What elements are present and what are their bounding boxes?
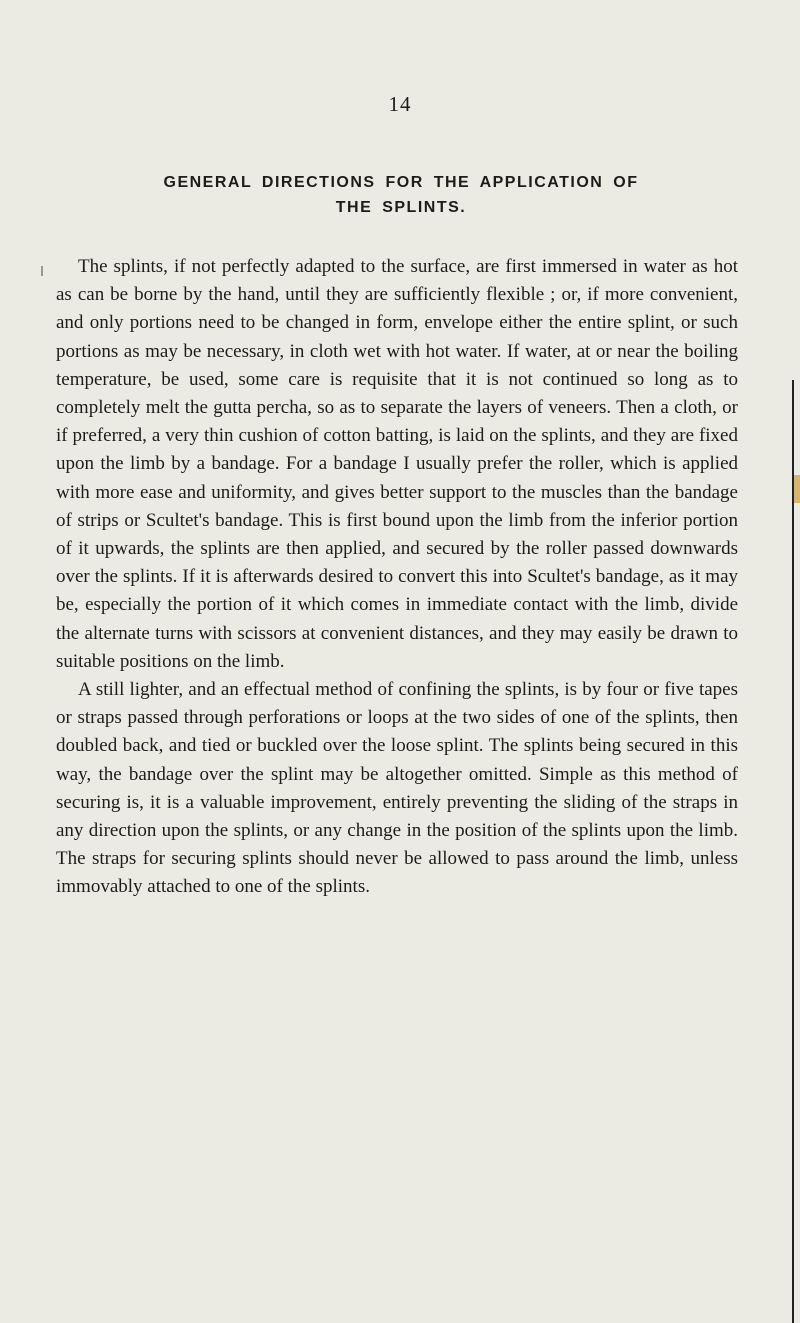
heading-line-2: THE SPLINTS. xyxy=(335,199,467,216)
section-heading xyxy=(56,170,746,220)
page-number: 14 xyxy=(388,92,412,116)
body-text xyxy=(56,253,738,902)
print-mark xyxy=(41,266,43,276)
page-edge-line xyxy=(792,380,794,1323)
paragraph-2: A still lighter, and an effectual method of confining the splints, is by four or five tapes or straps passed through perforations or loops at the two sides of one of the splints, then doubled back, and tied or buckled over the loose splint. The splints being secured in this way, the bandage over the splint may be altogether omitted. Simple as this method of securing is, it is a valuable improvement, entirely preventing the sliding of the straps in any direction upon the splints, or any change in the position of the splints upon the limb. The straps for securing splints should never be allowed to pass around the limb, unless immovably attached to one of the splints. xyxy=(56,679,738,898)
heading-line-1: GENERAL DIRECTIONS FOR THE APPLICATION OF xyxy=(163,174,639,191)
paragraph-1: The splints, if not perfectly adapted to the surface, are first immersed in water as hot as can be borne by the hand, until they are sufficiently flexible ; or, if more convenient, and only portions need to be changed in form, envelope either the entire splint, or such portions as may be necessary, in cloth wet with hot water. If water, at or near the boiling temperature, be used, some care is requisite that it is not continued so long as to completely melt the gutta percha, so as to separate the layers of veneers. Then a cloth, or if preferred, a very thin cushion of cotton batting, is laid on the splints, and they are fixed upon the limb by a bandage. For a bandage I usually prefer the roller, which is applied with more ease and uniformity, and gives better support to the muscles than the bandage of strips or Scultet's bandage. This is first bound upon the limb from the inferior portion of it upwards, the splints are then applied, and secured by the roller passed downwards over the splints. If it is afterwards desired to convert this into Scultet's bandage, as it may be, especially the portion of it which comes in immediate contact with the limb, divide the alternate turns with scissors at convenient distances, and they may easily be drawn to suitable positions on the limb. xyxy=(56,256,738,672)
page-edge-stain xyxy=(794,475,800,503)
